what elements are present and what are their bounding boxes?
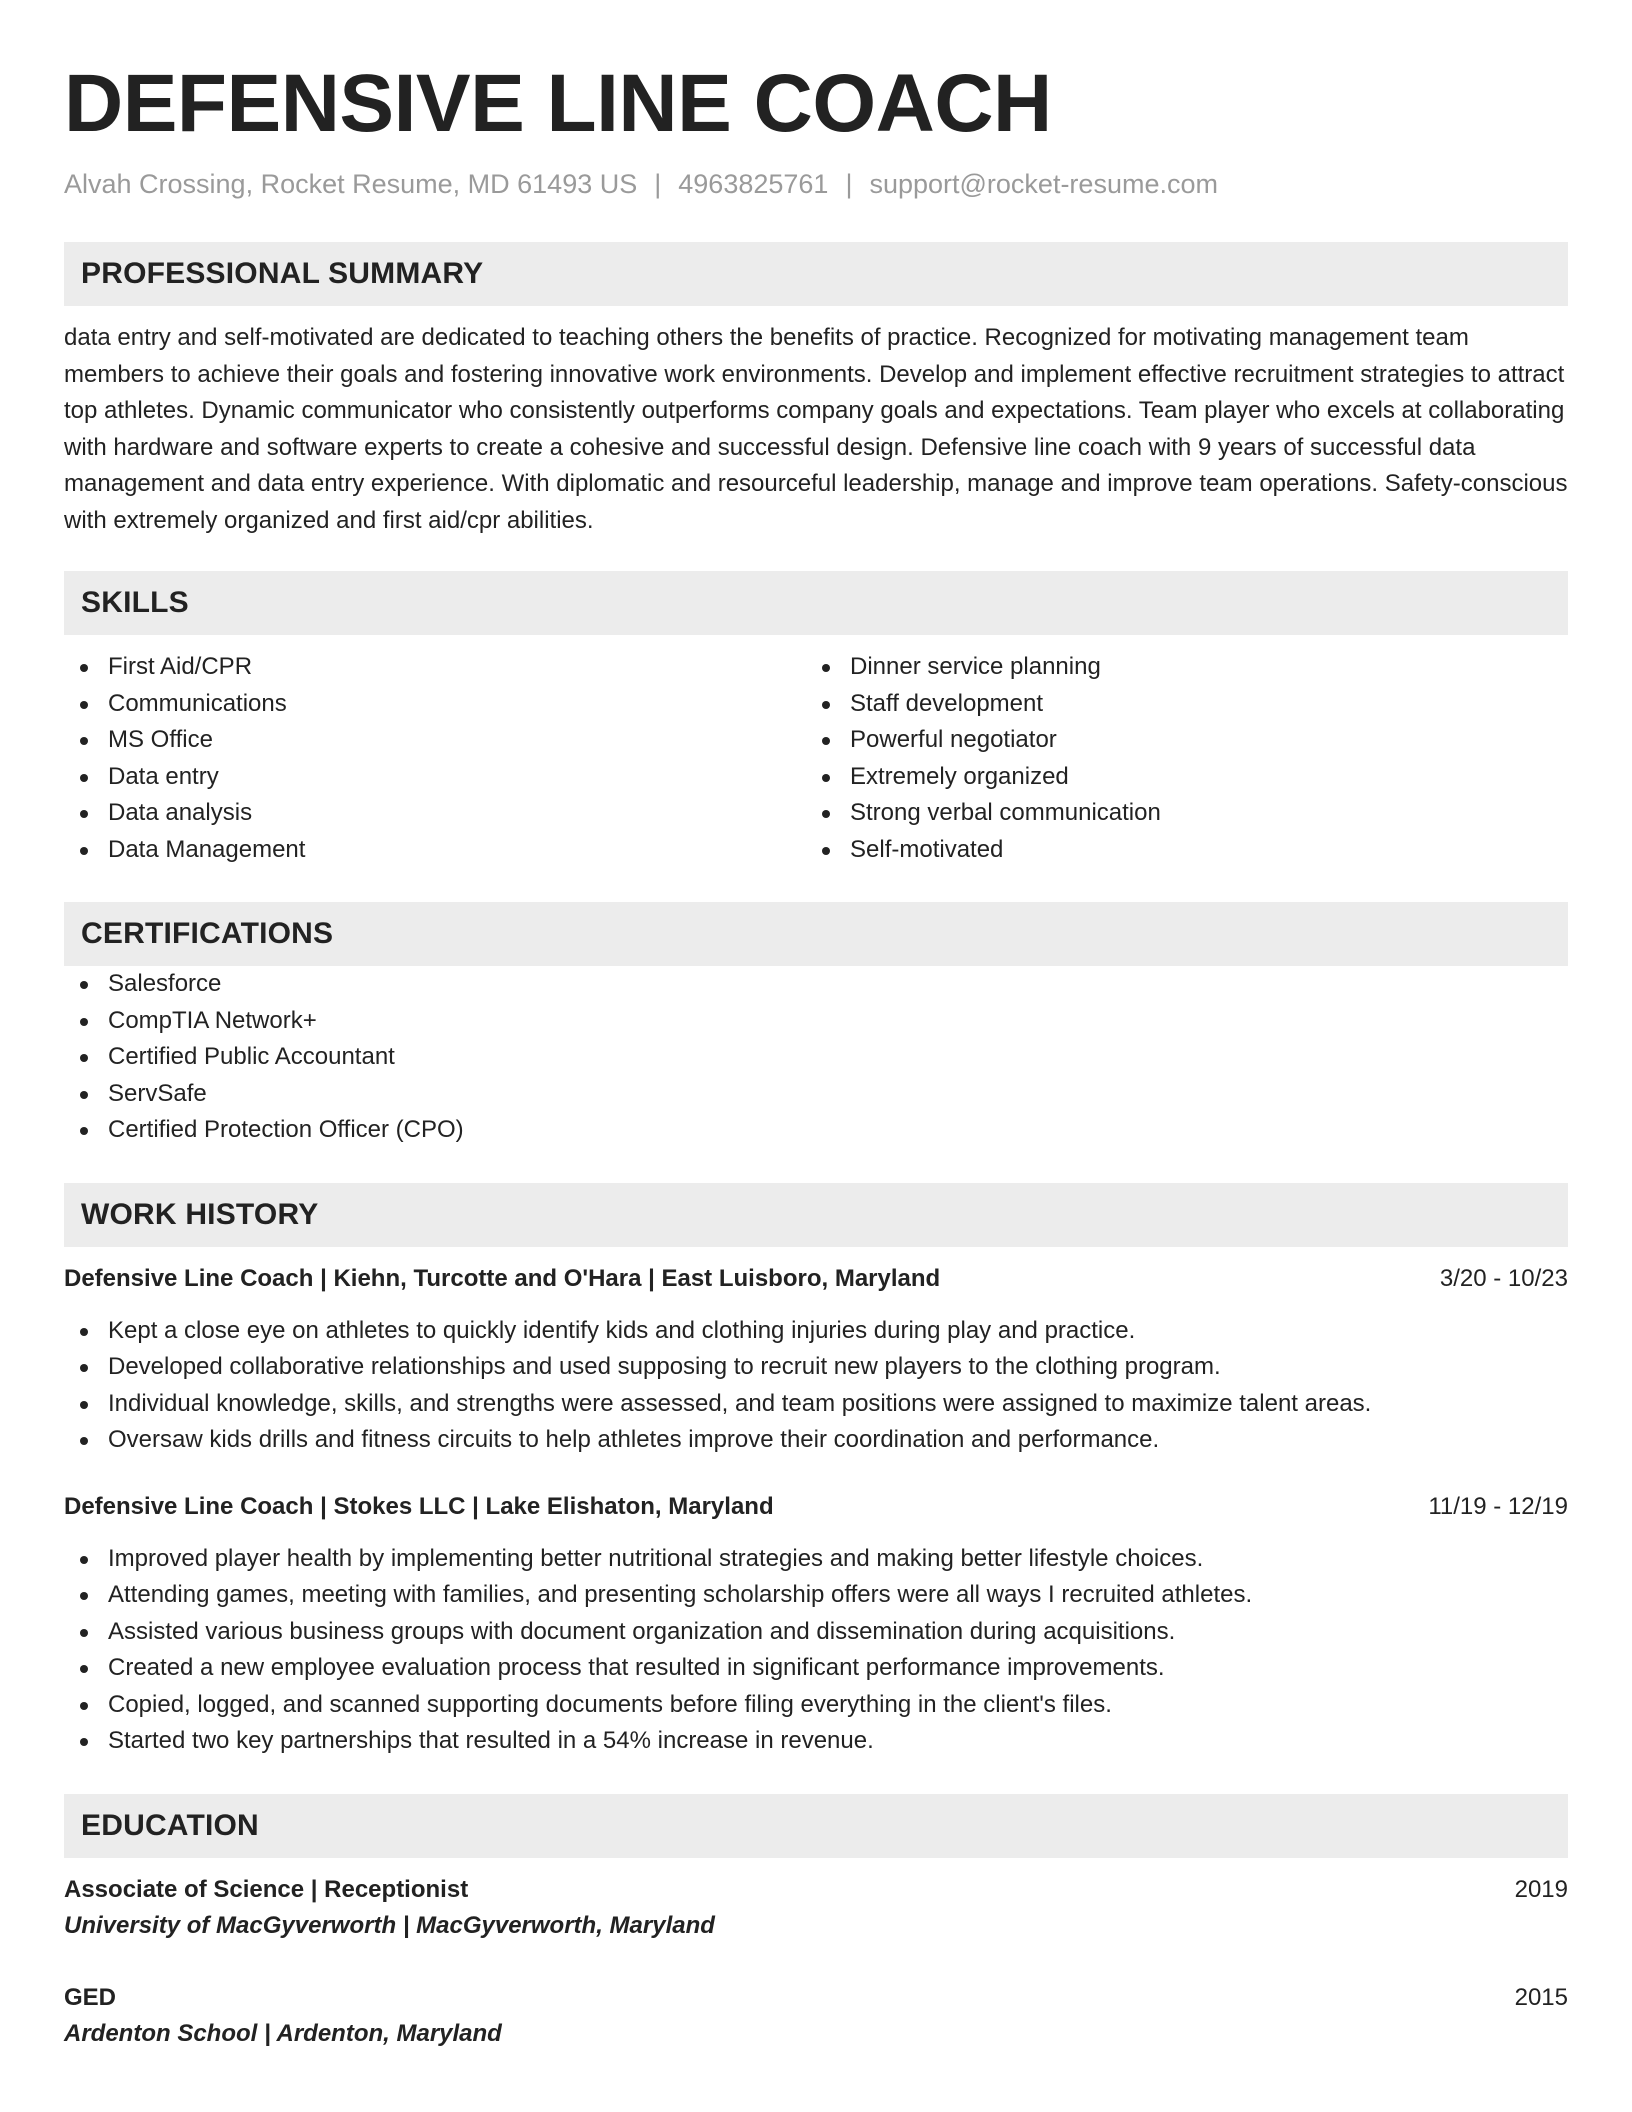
education-header [64, 1980, 1568, 2016]
certifications-list [64, 966, 1568, 1149]
resume-page [64, 56, 1568, 2052]
skills-grid [64, 649, 1568, 868]
education-degree: GED [64, 1983, 117, 2011]
skills-section [64, 571, 1568, 868]
skill-item: MS Office [64, 722, 806, 759]
job-bullet: Copied, logged, and scanned supporting documents before filing everything in the client's files. [64, 1687, 1568, 1724]
certifications-section [64, 902, 1568, 1149]
skill-item: First Aid/CPR [64, 649, 806, 686]
job-bullet: Kept a close eye on athletes to quickly identify kids and clothing injuries during play and practice. [64, 1313, 1568, 1350]
education-school: Ardenton School | Ardenton, Maryland [64, 2019, 502, 2047]
job-bullet: Attending games, meeting with families, and presenting scholarship offers were all ways I recruited athletes. [64, 1577, 1568, 1614]
certification-item: CompTIA Network+ [64, 1003, 1568, 1040]
job-dates: 11/19 - 12/19 [1428, 1492, 1568, 1520]
skill-item: Strong verbal communication [806, 795, 1548, 832]
skill-item: Data analysis [64, 795, 806, 832]
contact-phone: 4963825761 [678, 169, 829, 199]
certification-item: Certified Public Accountant [64, 1039, 1568, 1076]
skills-column-right [806, 649, 1548, 868]
education-section [64, 1794, 1568, 2052]
certification-item: Salesforce [64, 966, 1568, 1003]
contact-email[interactable]: support@rocket-resume.com [869, 169, 1218, 199]
contact-line [64, 166, 1568, 202]
education-entry [64, 1980, 1568, 2052]
education-year: 2015 [1514, 1983, 1568, 2011]
skill-item: Extremely organized [806, 759, 1548, 796]
education-header [64, 1872, 1568, 1908]
job-bullet: Started two key partnerships that resulted in a 54% increase in revenue. [64, 1723, 1568, 1760]
education-degree: Associate of Science | Receptionist [64, 1875, 469, 1903]
job-bullet: Individual knowledge, skills, and strengths were assessed, and team positions were assigned to maximize talent areas. [64, 1386, 1568, 1423]
job-entry [64, 1489, 1568, 1760]
job-title: Defensive Line Coach | Stokes LLC | Lake Elishaton, Maryland [64, 1492, 774, 1520]
education-school: University of MacGyverworth | MacGyverworth, Maryland [64, 1911, 715, 1939]
certification-item: ServSafe [64, 1076, 1568, 1113]
job-bullets [64, 1313, 1568, 1459]
job-bullets [64, 1541, 1568, 1760]
education-heading: EDUCATION [64, 1794, 1568, 1858]
job-title: Defensive Line Coach | Kiehn, Turcotte and O'Hara | East Luisboro, Maryland [64, 1264, 941, 1292]
contact-separator: | [654, 169, 662, 199]
job-header [64, 1489, 1568, 1525]
job-bullet: Assisted various business groups with document organization and dissemination during acquisitions. [64, 1614, 1568, 1651]
education-year: 2019 [1514, 1875, 1568, 1903]
resume-title: DEFENSIVE LINE COACH [64, 58, 1052, 149]
job-bullet: Oversaw kids drills and fitness circuits to help athletes improve their coordination and performance. [64, 1422, 1568, 1459]
skill-item: Communications [64, 686, 806, 723]
contact-address: Alvah Crossing, Rocket Resume, MD 61493 US [64, 169, 638, 199]
skill-item: Data entry [64, 759, 806, 796]
summary-text: data entry and self-motivated are dedicated to teaching others the benefits of practice. Recognized for motivating management team members to achieve their goals and fostering innovative work environments. Develop and implement effective recruitment strategies to attract top athletes. Dynamic communicator who consistently outperforms company goals and expectations. Team player who excels at collaborating with hardware and software experts to create a cohesive and successful design. Defensive line coach with 9 years of successful data management and data entry experience. With diplomatic and resourceful leadership, manage and improve team operations. Safety-conscious with extremely organized and first aid/cpr abilities. [64, 324, 1568, 534]
work-history-section [64, 1183, 1568, 1760]
work-history-heading: WORK HISTORY [64, 1183, 1568, 1247]
skill-item: Dinner service planning [806, 649, 1548, 686]
certification-item: Certified Protection Officer (CPO) [64, 1112, 1568, 1149]
job-entry [64, 1261, 1568, 1459]
job-dates: 3/20 - 10/23 [1439, 1264, 1568, 1292]
skills-column-left [64, 649, 806, 868]
education-entry [64, 1872, 1568, 1944]
job-bullet: Created a new employee evaluation process that resulted in significant performance improvements. [64, 1650, 1568, 1687]
job-header [64, 1261, 1568, 1297]
summary-section [64, 242, 1568, 539]
skill-item: Data Management [64, 832, 806, 869]
contact-separator: | [845, 169, 853, 199]
job-bullet: Improved player health by implementing better nutritional strategies and making better lifestyle choices. [64, 1541, 1568, 1578]
summary-heading: PROFESSIONAL SUMMARY [64, 242, 1568, 306]
skills-heading: SKILLS [64, 571, 1568, 635]
job-bullet: Developed collaborative relationships and used supposing to recruit new players to the clothing program. [64, 1349, 1568, 1386]
certifications-heading: CERTIFICATIONS [64, 902, 1568, 966]
skill-item: Powerful negotiator [806, 722, 1548, 759]
skill-item: Staff development [806, 686, 1548, 723]
skill-item: Self-motivated [806, 832, 1548, 869]
